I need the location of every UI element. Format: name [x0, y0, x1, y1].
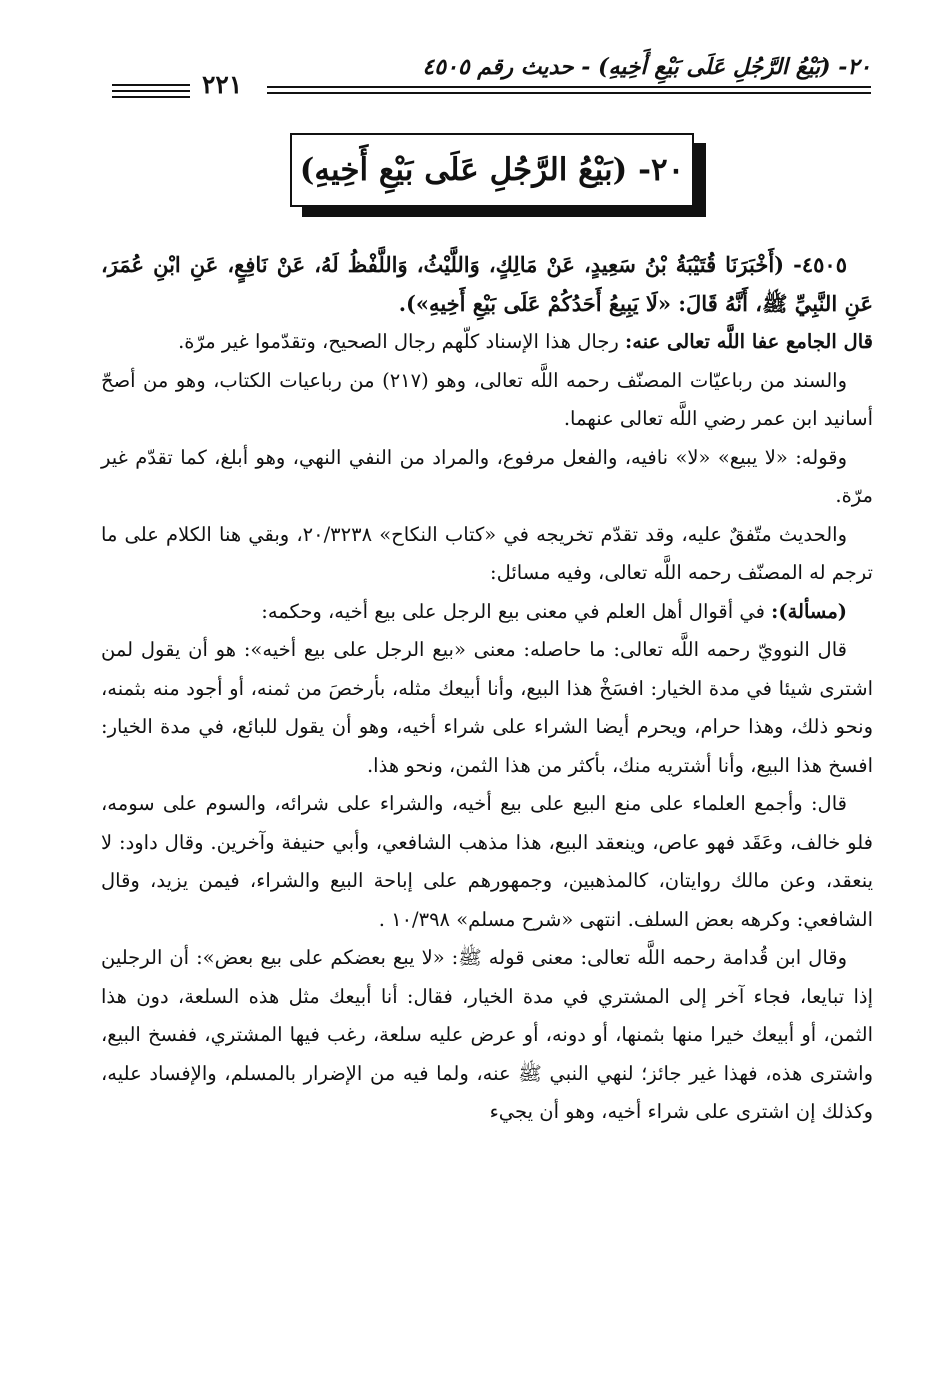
- header-rule: [267, 86, 871, 88]
- page-number: ٢٢١: [194, 70, 250, 99]
- paragraph: والسند من رباعيّات المصنّف رحمه اللَّه تعالى، وهو (٢١٧) من رباعيات الكتاب، وهو من أصحّ أسانيد ابن عمر رضي اللَّه تعالى عنهما.: [101, 368, 873, 430]
- header-rule: [267, 92, 871, 94]
- header-rule: [112, 96, 190, 98]
- paragraph: والحديث متّفقٌ عليه، وقد تقدّم تخريجه في «كتاب النكاح» ٢٠/٣٢٣٨، وبقي هنا الكلام على ما ترجم له المصنّف رحمه اللَّه تعالى، وفيه مسائل:: [101, 522, 873, 584]
- body-text: [101, 245, 873, 1132]
- chapter-title-box: [290, 133, 694, 207]
- running-header: [112, 50, 871, 102]
- paragraph: [101, 593, 873, 632]
- paragraph: قال: وأجمع العلماء على منع البيع على بيع أخيه، والشراء على شرائه، والسوم على سومه، فلو خالف، وعَقَد فهو عاص، وينعقد البيع، هذا مذهب الشافعي، وأبي حنيفة وآخرين. وقال داود: لا ينعقد، وعن مالك روايتان، كالمذهبين، وجمهورهم على إباحة البيع والشراء، فيمن يزيد، وقال الشافعي: وكرهه بعض السلف. انتهى «شرح مسلم» ١٠/٣٩٨ .: [101, 792, 873, 931]
- paragraph-text: في أقوال أهل العلم في معنى بيع الرجل على بيع أخيه، وحكمه:: [261, 599, 765, 623]
- jami-label: قال الجامع عفا اللَّه تعالى عنه:: [625, 330, 873, 353]
- running-title: ٢٠- (بَيْعُ الرَّجُلِ عَلَى بَيْعِ أَخِيهِ) - حديث رقم ٤٥٠٥: [422, 54, 871, 80]
- header-rule: [112, 90, 190, 92]
- chapter-title: ٢٠- (بَيْعُ الرَّجُلِ عَلَى بَيْعِ أَخِيهِ): [299, 152, 685, 188]
- paragraph: وقال ابن قُدامة رحمه اللَّه تعالى: معنى قوله ﷺ: «لا يبع بعضكم على بيع بعض»: أن الرجلين إذا تبايعا، فجاء آخر إلى المشتري في مدة الخيار، فقال: أنا أبيعك مثل هذه السلعة، دون هذا الثمن، أو أبيعك خيرا منها بثمنها، أو دونه، أو عرض عليه سلعة، رغب فيها المشتري، ففسخ البيع، واشترى هذه، فهذا غير جائز؛ لنهي النبي ﷺ عنه، ولما فيه من الإضرار بالمسلم، والإفساد عليه، وكذلك إن اشترى على شراء أخيه، وهو أن يجيء: [101, 946, 873, 1123]
- header-rule: [112, 84, 190, 86]
- paragraph: وقوله: «لا يبيع» «لا» نافيه، والفعل مرفوع، والمراد من النفي النهي، وهو أبلغ، كما تقدّم غير مرّة.: [101, 445, 873, 507]
- masala-label: (مسألة):: [771, 599, 847, 623]
- paragraph: [101, 323, 873, 362]
- paragraph: قال النوويّ رحمه اللَّه تعالى: ما حاصله: معنى «بيع الرجل على بيع أخيه»: هو أن يقول لمن اشترى شيئا في مدة الخيار: افسَخْ هذا البيع، وأنا أبيعك مثله، بأرخصَ من ثمنه، أو أجود منه بثمنه، ونحو ذلك، وهذا حرام، ويحرم أيضا الشراء على شراء أخيه، وهو أن يقول للبائع، في مدة الخيار: افسخ هذا البيع، وأنا أشتريه منك، بأكثر من هذا الثمن، ونحو هذا.: [101, 638, 873, 777]
- paragraph-text: رجال هذا الإسناد كلّهم رجال الصحيح، وتقدّموا غير مرّة.: [178, 330, 619, 353]
- hadith-text: ٤٥٠٥- (أَخْبَرَنَا قُتَيْبَةُ بْنُ سَعِيدٍ، عَنْ مَالِكٍ، وَاللَّيْثُ، وَاللَّفْظُ لَهُ، عَنْ نَافِعٍ، عَنِ ابْنِ عُمَرَ، عَنِ النَّبِيِّ ﷺ، أَنَّهُ قَالَ: «لَا يَبِيعُ أَحَدُكُمْ عَلَى بَيْعِ أَخِيهِ»).: [101, 252, 873, 316]
